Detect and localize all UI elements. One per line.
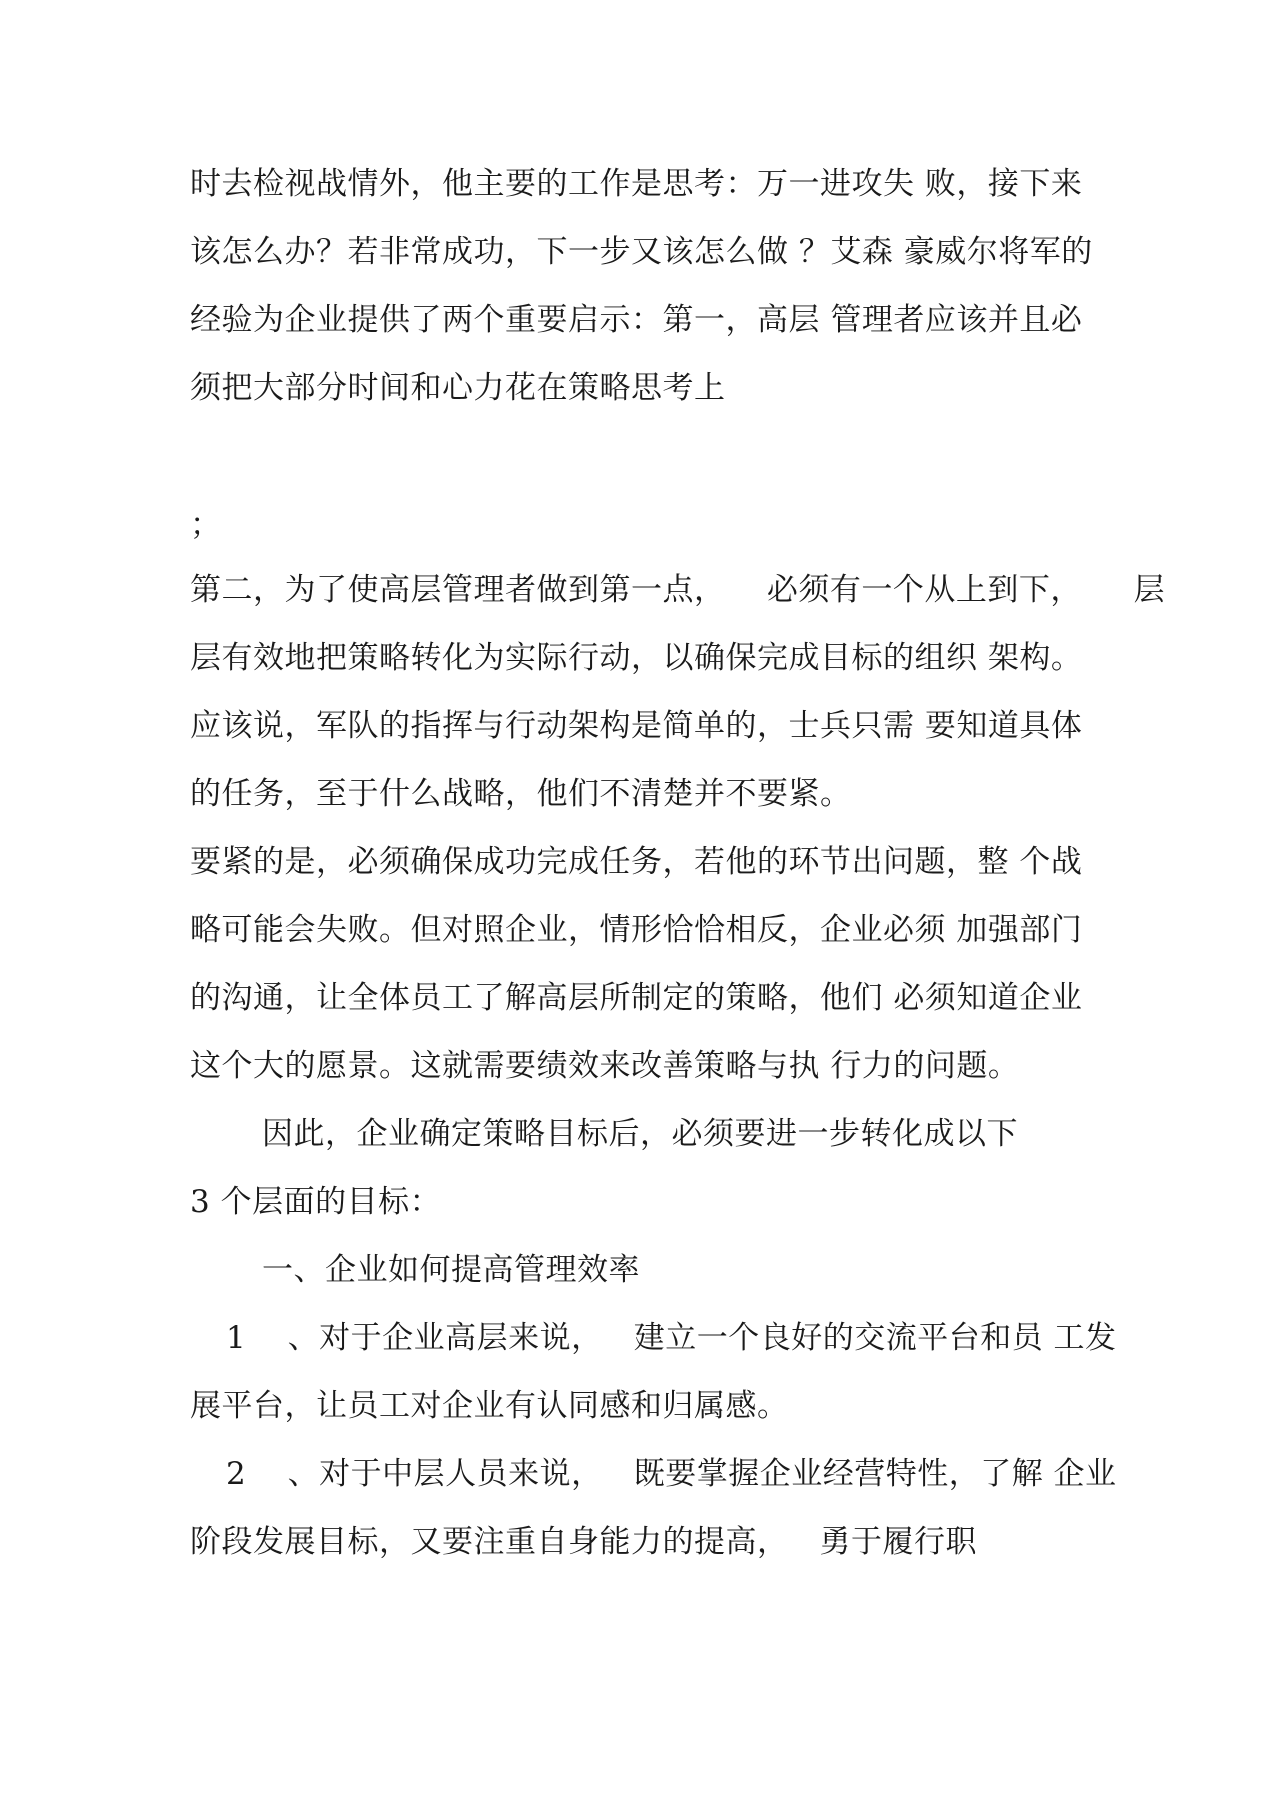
- text-line: 这个大的愿景。这就需要绩效来改善策略与执 行力的问题。: [190, 1048, 1020, 1084]
- text-line: 该怎么办？若非常成功，下一步又该怎么做 ？艾森 豪威尔将军的: [190, 234, 1093, 270]
- text-line: 第二，为了使高层管理者做到第一点， 必须有一个从上到下， 层: [190, 572, 1166, 608]
- text-line: 展平台，让员工对企业有认同感和归属感。: [190, 1388, 789, 1424]
- text-line: 层有效地把策略转化为实际行动，以确保完成目标的组织 架构。: [190, 640, 1083, 676]
- section-heading: 一、企业如何提高管理效率: [262, 1252, 640, 1288]
- text-line: 3 个层面的目标：: [190, 1184, 442, 1220]
- text-line: 时去检视战情外，他主要的工作是思考：万一进攻失 败，接下来: [190, 166, 1083, 202]
- text-line: ；: [190, 507, 222, 543]
- list-item-line: 2 、对于中层人员来说， 既要掌握企业经营特性，了解 企业: [226, 1456, 1117, 1492]
- paragraph-indented-line: 因此，企业确定策略目标后，必须要进一步转化成以下: [262, 1116, 1018, 1152]
- text-line: 阶段发展目标，又要注重自身能力的提高， 勇于履行职: [190, 1524, 978, 1560]
- text-line: 要紧的是，必须确保成功完成任务，若他的环节出问题，整 个战: [190, 844, 1083, 880]
- text-line: 的任务，至于什么战略，他们不清楚并不要紧。: [190, 776, 852, 812]
- text-line: 须把大部分时间和心力花在策略思考上: [190, 370, 726, 406]
- text-line: 的沟通，让全体员工了解高层所制定的策略，他们 必须知道企业: [190, 980, 1083, 1016]
- list-item-line: 1 、对于企业高层来说， 建立一个良好的交流平台和员 工发: [226, 1320, 1117, 1356]
- text-line: 经验为企业提供了两个重要启示：第一，高层 管理者应该并且必: [190, 302, 1083, 338]
- text-line: 应该说，军队的指挥与行动架构是简单的，士兵只需 要知道具体: [190, 708, 1083, 744]
- text-line: 略可能会失败。但对照企业，情形恰恰相反，企业必须 加强部门: [190, 912, 1083, 948]
